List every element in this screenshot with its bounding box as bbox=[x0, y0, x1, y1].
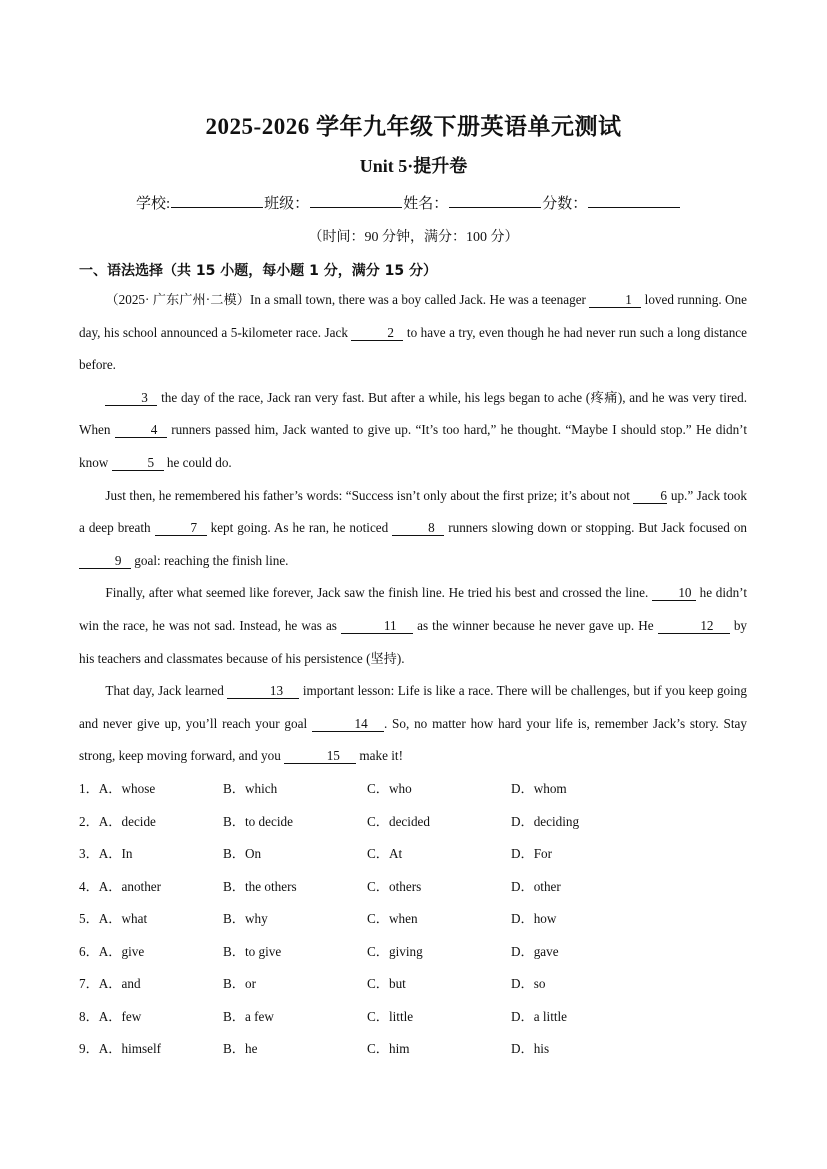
option-row bbox=[79, 809, 759, 842]
option-a[interactable]: 8．A．few bbox=[79, 1008, 142, 1024]
text: That day, Jack learned bbox=[105, 683, 228, 699]
option-row bbox=[79, 841, 759, 874]
option-d[interactable]: D．other bbox=[511, 878, 561, 894]
option-b[interactable]: B．he bbox=[223, 1041, 258, 1056]
text: loved running. One day, his school announced a 5-kilometer race. Jack bbox=[79, 292, 747, 340]
option-d[interactable]: D．a little bbox=[511, 1008, 568, 1024]
text: runners slowing down or stopping. But Jack focused on bbox=[444, 520, 748, 536]
option-c[interactable]: C．him bbox=[367, 1041, 410, 1056]
text: as the winner because he never gave up. He bbox=[413, 617, 658, 633]
class-blank[interactable] bbox=[310, 193, 402, 208]
page-subtitle: Unit 5·提升卷 bbox=[359, 156, 468, 176]
blank-4: 4 bbox=[115, 422, 167, 438]
option-row bbox=[79, 971, 759, 1004]
student-info-line bbox=[136, 192, 681, 213]
blank-13: 13 bbox=[227, 683, 299, 699]
option-d[interactable]: D．his bbox=[511, 1041, 550, 1056]
text: important lesson: Life is like a race. There will be challenges, but if you keep going and never give up, you’ll reach your goal bbox=[79, 683, 747, 731]
text: he could do. bbox=[163, 454, 232, 470]
option-c[interactable]: C．decided bbox=[367, 813, 430, 829]
option-a[interactable]: 5．A．what bbox=[79, 911, 148, 926]
option-b[interactable]: B．a few bbox=[223, 1008, 274, 1024]
option-row bbox=[79, 1004, 759, 1037]
option-c[interactable]: C．who bbox=[367, 781, 412, 796]
blank-11: 11 bbox=[341, 618, 413, 634]
option-row bbox=[79, 939, 759, 972]
option-a[interactable]: 7．A．and bbox=[79, 976, 141, 991]
page-title: 2025-2026 学年九年级下册英语单元测试 bbox=[205, 114, 622, 139]
option-d[interactable]: D．how bbox=[511, 911, 557, 926]
name-blank[interactable] bbox=[449, 193, 541, 208]
text: runners passed him, Jack wanted to give up. “It’s too hard,” he thought. “Maybe I should stop.” He didn’t know bbox=[79, 422, 747, 470]
option-c[interactable]: C．others bbox=[367, 878, 422, 894]
option-b[interactable]: B．which bbox=[223, 781, 278, 796]
text: the day of the race, Jack ran very fast. But after a while, his legs began to ache (疼痛), and he was very tired. When bbox=[79, 389, 747, 438]
option-b[interactable]: B．to decide bbox=[223, 813, 293, 829]
blank-6: 6 bbox=[633, 488, 667, 504]
blank-15: 15 bbox=[284, 748, 356, 764]
text: he didn’t win the race, he was not sad. Instead, he was as bbox=[79, 585, 747, 633]
paragraph-2 bbox=[79, 382, 747, 480]
option-b[interactable]: B．the others bbox=[223, 878, 297, 894]
blank-10: 10 bbox=[652, 585, 696, 601]
option-a[interactable]: 4．A．another bbox=[79, 878, 162, 894]
blank-8: 8 bbox=[392, 520, 444, 536]
option-d[interactable]: D．For bbox=[511, 846, 553, 861]
text: make it! bbox=[356, 748, 403, 764]
blank-7: 7 bbox=[155, 520, 207, 536]
option-c[interactable]: C．little bbox=[367, 1008, 414, 1024]
option-row bbox=[79, 1036, 759, 1069]
option-row bbox=[79, 906, 759, 939]
reading-passage bbox=[79, 284, 747, 773]
option-a[interactable]: 9．A．himself bbox=[79, 1041, 162, 1056]
paragraph-1 bbox=[79, 284, 747, 382]
option-c[interactable]: C．At bbox=[367, 846, 403, 861]
option-c[interactable]: C．when bbox=[367, 911, 418, 926]
text: kept going. As he ran, he noticed bbox=[206, 520, 393, 536]
blank-3: 3 bbox=[105, 390, 157, 406]
option-b[interactable]: B．why bbox=[223, 911, 268, 926]
option-d[interactable]: D．deciding bbox=[511, 813, 580, 829]
text: . So, no matter how hard your life is, remember Jack’s story. Stay strong, keep moving forward, and you bbox=[79, 715, 747, 764]
blank-12: 12 bbox=[658, 618, 730, 634]
blank-9: 9 bbox=[79, 553, 131, 569]
blank-2: 2 bbox=[351, 325, 403, 341]
time-info: （时间：90 分钟，满分：100 分） bbox=[308, 230, 519, 245]
option-a[interactable]: 1．A．whose bbox=[79, 781, 156, 796]
text: by his teachers and classmates because of his persistence (坚持). bbox=[79, 617, 747, 666]
blank-1: 1 bbox=[589, 292, 641, 308]
option-d[interactable]: D．gave bbox=[511, 943, 559, 959]
options-list bbox=[79, 776, 759, 1069]
option-row bbox=[79, 874, 759, 907]
option-d[interactable]: D．so bbox=[511, 976, 546, 991]
school-blank[interactable] bbox=[171, 193, 263, 208]
option-b[interactable]: B．to give bbox=[223, 943, 282, 959]
text: up.” Jack took a deep breath bbox=[79, 487, 747, 536]
text: Just then, he remembered his father’s words: “Success isn’t only about the first prize; it’s about not bbox=[105, 487, 634, 503]
text: to have a try, even though he had never run such a long distance before. bbox=[79, 324, 747, 373]
option-a[interactable]: 6．A．give bbox=[79, 943, 145, 959]
text: Finally, after what seemed like forever, Jack saw the finish line. He tried his best and crossed the line. bbox=[105, 585, 652, 601]
option-c[interactable]: C．but bbox=[367, 976, 406, 991]
paragraph-5 bbox=[79, 675, 747, 773]
blank-5: 5 bbox=[112, 455, 164, 471]
option-row bbox=[79, 776, 759, 809]
paragraph-3 bbox=[79, 480, 747, 578]
option-a[interactable]: 3．A．In bbox=[79, 846, 133, 861]
text: （2025· 广东广州·二模）In a small town, there was a boy called Jack. He was a teenager bbox=[105, 292, 590, 307]
score-blank[interactable] bbox=[588, 193, 680, 208]
name-label: 姓名： bbox=[403, 196, 449, 212]
class-label: 班级： bbox=[264, 196, 310, 212]
option-d[interactable]: D．whom bbox=[511, 781, 567, 796]
school-label: 学校: bbox=[136, 196, 171, 212]
score-label: 分数： bbox=[542, 196, 588, 212]
text: goal: reaching the finish line. bbox=[131, 552, 289, 568]
option-b[interactable]: B．or bbox=[223, 976, 256, 991]
paragraph-4 bbox=[79, 577, 747, 675]
option-a[interactable]: 2．A．decide bbox=[79, 813, 156, 829]
option-c[interactable]: C．giving bbox=[367, 943, 423, 959]
option-b[interactable]: B．On bbox=[223, 846, 262, 861]
blank-14: 14 bbox=[312, 716, 384, 732]
section-heading: 一、语法选择（共 15 小题，每小题 1 分，满分 15 分） bbox=[79, 263, 437, 279]
